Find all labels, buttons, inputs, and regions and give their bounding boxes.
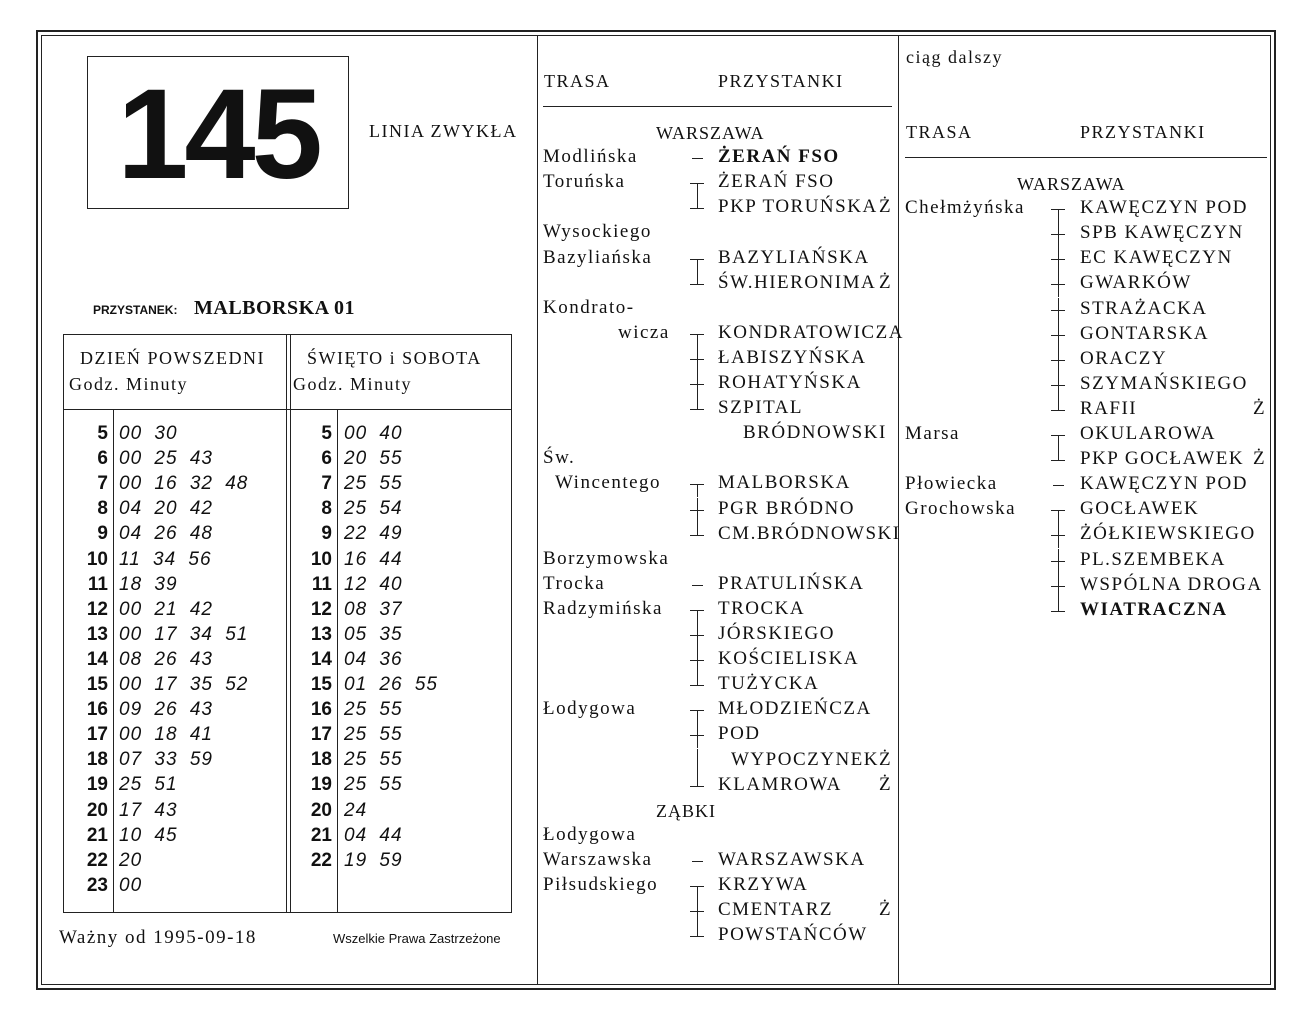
route-row xyxy=(905,222,1273,247)
timetable-divider-a xyxy=(286,334,287,913)
street-name: Grochowska xyxy=(905,498,1017,520)
route-connector xyxy=(688,397,708,422)
stop-name: STRAŻACKA xyxy=(1080,297,1208,319)
route-row xyxy=(905,398,1273,423)
route-row xyxy=(905,523,1273,548)
route-row xyxy=(543,749,899,774)
minutes-cell: 16 44 xyxy=(344,548,403,570)
minutes-cell: 24 xyxy=(344,799,368,821)
route-connector xyxy=(1049,448,1069,473)
hour-cell: 16 xyxy=(86,699,108,721)
stop-name: SZPITAL xyxy=(718,397,803,419)
timetable-header-rule xyxy=(63,409,512,410)
valid-from: Ważny od 1995-09-18 xyxy=(59,927,257,948)
route-connector xyxy=(1049,272,1069,297)
minutes-cell: 12 40 xyxy=(344,573,403,595)
route-row xyxy=(543,372,899,397)
route-connector xyxy=(1049,348,1069,373)
minutes-cell: 04 20 42 xyxy=(119,498,213,520)
route-row xyxy=(905,574,1273,599)
hour-cell: 15 xyxy=(310,674,332,695)
route-row xyxy=(543,447,899,472)
line-type: LINIA ZWYKŁA xyxy=(369,121,518,141)
hour-cell: 19 xyxy=(310,774,332,796)
route-row xyxy=(905,373,1273,398)
route-connector xyxy=(1049,373,1069,398)
minutes-cell: 04 36 xyxy=(344,648,403,670)
route-connector xyxy=(688,372,708,397)
route-connector xyxy=(1049,599,1069,624)
hour-cell: 22 xyxy=(86,849,108,871)
route-connector xyxy=(1049,574,1069,599)
minutes-cell: 04 26 48 xyxy=(119,523,213,545)
stop-name: KONDRATOWICZA xyxy=(718,321,904,343)
route-connector xyxy=(1049,473,1069,498)
hour-cell: 14 xyxy=(310,648,332,670)
route-row xyxy=(905,423,1273,448)
minutes-cell: 00 40 xyxy=(344,423,403,444)
route-connector xyxy=(688,924,708,949)
route1-header-rule xyxy=(543,106,892,107)
hour-cell: 10 xyxy=(86,548,108,570)
route2-stops-header: PRZYSTANKI xyxy=(1080,122,1206,142)
route-row xyxy=(543,924,899,949)
street-name: Radzymińska xyxy=(543,597,663,619)
minutes-cell: 19 59 xyxy=(344,849,403,871)
stop-name: WYPOCZYNEK xyxy=(731,748,879,770)
hour-cell: 15 xyxy=(86,674,108,695)
hour-cell: 6 xyxy=(321,448,332,470)
minutes-cell: 25 55 xyxy=(344,473,403,495)
minutes-cell: 20 xyxy=(119,849,143,871)
minutes-cell: 05 35 xyxy=(344,623,403,645)
stop-name: KRZYWA xyxy=(718,874,809,895)
route-row xyxy=(905,473,1273,498)
route-connector xyxy=(688,523,708,548)
route-connector xyxy=(1049,197,1069,222)
street-name: Warszawska xyxy=(543,848,653,870)
hour-cell: 5 xyxy=(321,423,332,444)
hour-cell: 20 xyxy=(310,799,332,821)
hour-cell: 19 xyxy=(86,774,108,796)
request-stop-mark: Ż xyxy=(879,196,893,218)
route-connector xyxy=(1049,549,1069,574)
request-stop-mark: Ż xyxy=(1253,448,1267,470)
route-connector xyxy=(688,146,708,171)
stop-label: PRZYSTANEK: xyxy=(93,303,178,317)
route-connector xyxy=(1049,247,1069,272)
minutes-cell: 25 55 xyxy=(344,749,403,771)
route2-header-rule xyxy=(905,157,1267,158)
stop-name: ŻÓŁKIEWSKIEGO xyxy=(1080,523,1256,545)
hour-cell: 8 xyxy=(321,498,332,520)
stop-name: WIATRACZNA xyxy=(1080,598,1228,620)
route2-trasa-header: TRASA xyxy=(906,122,973,142)
route-row xyxy=(543,899,899,924)
route-connector xyxy=(688,573,708,598)
route-row xyxy=(543,171,899,196)
street-name: Trocka xyxy=(543,572,606,594)
hour-cell: 13 xyxy=(310,623,332,645)
stop-name: TUŻYCKA xyxy=(718,673,820,695)
route-row xyxy=(543,849,899,874)
rights-notice: Wszelkie Prawa Zastrzeżone xyxy=(333,931,501,946)
street-name: Piłsudskiego xyxy=(543,874,659,895)
route-connector xyxy=(1049,298,1069,323)
route-row xyxy=(543,548,899,573)
stop-name: JÓRSKIEGO xyxy=(718,623,835,644)
stop-name: SZYMAŃSKIEGO xyxy=(1080,372,1248,394)
route-row xyxy=(543,321,904,347)
stop-name: POD xyxy=(718,723,761,745)
street-name: wicza xyxy=(618,321,670,343)
line-number-box xyxy=(87,56,349,209)
hour-cell: 5 xyxy=(97,423,108,444)
route-connector xyxy=(688,723,708,748)
stop-name: OKULAROWA xyxy=(1080,423,1216,444)
minutes-cell: 10 45 xyxy=(119,824,178,846)
stop-name: PKP TORUŃSKA xyxy=(718,196,878,218)
route-row xyxy=(543,196,899,221)
route-row xyxy=(543,347,899,372)
route-connector xyxy=(1049,498,1069,523)
stop-name: ŻERAŃ FSO xyxy=(718,171,835,193)
hour-cell: 10 xyxy=(310,548,332,570)
stop-name: MALBORSKA 01 xyxy=(194,297,356,319)
street-name: Płowiecka xyxy=(905,473,998,495)
stop-name: ORACZY xyxy=(1080,347,1168,369)
street-name: Bazyliańska xyxy=(543,246,653,268)
route-connector xyxy=(1049,222,1069,247)
route-row xyxy=(543,573,899,598)
stop-name: KLAMROWA xyxy=(718,773,842,795)
request-stop-mark: Ż xyxy=(879,271,893,293)
route-row xyxy=(543,698,899,723)
stop-name: TROCKA xyxy=(718,597,806,619)
hour-cell: 22 xyxy=(310,849,332,871)
stop-name: PKP GOCŁAWEK xyxy=(1080,448,1245,470)
route-row xyxy=(543,397,899,422)
route-row xyxy=(905,272,1273,297)
minutes-cell: 11 34 56 xyxy=(119,548,212,570)
hour-cell: 13 xyxy=(86,623,108,645)
minutes-cell: 09 26 43 xyxy=(119,699,213,721)
minutes-cell: 25 55 xyxy=(344,724,403,746)
minutes-cell: 00 16 32 48 xyxy=(119,473,249,495)
street-name: Modlińska xyxy=(543,146,638,168)
route-row xyxy=(905,549,1273,574)
request-stop-mark: Ż xyxy=(879,899,893,921)
route-connector xyxy=(1049,323,1069,348)
route-row xyxy=(543,498,899,523)
route-connector xyxy=(688,598,708,623)
timetable-divider-b xyxy=(290,334,291,913)
hour-cell: 18 xyxy=(310,749,332,771)
minutes-cell: 25 55 xyxy=(344,774,403,796)
hour-cell: 8 xyxy=(97,498,108,520)
stop-name: GOCŁAWEK xyxy=(1080,498,1200,520)
route-connector xyxy=(688,698,708,723)
route-connector xyxy=(688,774,708,799)
minutes-cell: 20 55 xyxy=(344,448,403,470)
hour-cell: 9 xyxy=(321,523,332,545)
route-connector xyxy=(688,749,708,774)
route-row xyxy=(905,298,1273,323)
route1-stops-header: PRZYSTANKI xyxy=(718,71,844,91)
stop-name: WARSZAWSKA xyxy=(718,848,866,870)
route-row xyxy=(905,599,1273,624)
stop-name: PGR BRÓDNO xyxy=(718,497,855,519)
route-row xyxy=(543,723,899,748)
route-row xyxy=(543,623,899,648)
route-row xyxy=(905,323,1273,348)
minutes-cell: 08 37 xyxy=(344,598,403,620)
hour-cell: 17 xyxy=(86,724,108,746)
route-connector xyxy=(1049,398,1069,423)
minutes-cell: 04 44 xyxy=(344,824,403,846)
stop-name: KAWĘCZYN POD xyxy=(1080,473,1248,495)
route-row xyxy=(543,874,899,899)
minutes-cell: 00 21 42 xyxy=(119,598,213,620)
minutes-cell: 00 25 43 xyxy=(119,448,213,470)
route-connector xyxy=(688,272,708,297)
street-name: Marsa xyxy=(905,423,960,444)
hour-cell: 23 xyxy=(86,874,108,896)
city-name: WARSZAWA xyxy=(1017,174,1126,194)
route-connector xyxy=(1049,423,1069,448)
hour-cell: 20 xyxy=(86,799,108,821)
hour-cell: 12 xyxy=(310,598,332,620)
route-row xyxy=(543,523,899,548)
holiday-hour-rule xyxy=(337,409,338,913)
hour-cell: 7 xyxy=(321,473,332,495)
stop-name: ROHATYŃSKA xyxy=(718,372,862,393)
hour-cell: 11 xyxy=(311,573,332,595)
divider-left xyxy=(537,35,538,985)
line-number: 145 xyxy=(117,62,319,206)
hour-cell: 14 xyxy=(86,648,108,670)
route-row xyxy=(543,472,899,497)
route1-trasa-header: TRASA xyxy=(544,71,611,91)
route-row xyxy=(543,673,899,698)
street-name: Łodygowa xyxy=(543,698,637,720)
route-row xyxy=(543,598,899,623)
route-connector xyxy=(688,247,708,272)
hour-cell: 7 xyxy=(97,473,108,495)
street-name: Kondrato- xyxy=(543,296,635,318)
route-row xyxy=(905,247,1273,272)
route-row xyxy=(543,422,899,447)
minutes-cell: 00 30 xyxy=(119,423,178,444)
street-name: Chełmżyńska xyxy=(905,197,1025,219)
request-stop-mark: Ż xyxy=(879,773,893,795)
minutes-cell: 17 43 xyxy=(119,799,178,821)
route-connector xyxy=(688,623,708,648)
stop-name: CMENTARZ xyxy=(718,899,833,921)
hour-cell: 12 xyxy=(86,598,108,620)
minutes-cell: 25 55 xyxy=(344,699,403,721)
route-connector xyxy=(688,648,708,673)
stop-name: PRATULIŃSKA xyxy=(718,572,865,594)
route-row xyxy=(905,348,1273,373)
stop-name: ŻERAŃ FSO xyxy=(718,146,840,168)
minutes-cell: 18 39 xyxy=(119,573,178,595)
hour-cell: 9 xyxy=(97,523,108,545)
street-name: Łodygowa xyxy=(543,823,637,845)
minutes-cell: 22 49 xyxy=(344,523,403,545)
stop-name: BAZYLIAŃSKA xyxy=(718,246,870,268)
street-name: Borzymowska xyxy=(543,547,670,569)
stop-name: MŁODZIEŃCZA xyxy=(718,698,872,720)
hour-cell: 21 xyxy=(310,824,332,846)
route-row xyxy=(543,272,899,297)
route-row xyxy=(543,648,899,673)
route-connector xyxy=(688,849,708,874)
street-name: Wysockiego xyxy=(543,221,652,243)
stop-name: MALBORSKA xyxy=(718,472,851,494)
hour-cell: 18 xyxy=(86,749,108,771)
route-row xyxy=(543,824,899,849)
weekday-col-header: Godz. Minuty xyxy=(69,374,188,394)
route-row xyxy=(905,448,1273,473)
holiday-col-header: Godz. Minuty xyxy=(293,374,412,394)
route-connector xyxy=(688,899,708,924)
route-connector xyxy=(688,673,708,698)
route-connector xyxy=(688,472,708,497)
weekday-hour-rule xyxy=(113,409,114,913)
route-row xyxy=(543,221,899,246)
weekday-title: DZIEŃ POWSZEDNI xyxy=(80,348,265,368)
stop-name: KAWĘCZYN POD xyxy=(1080,197,1248,219)
stop-name: PL.SZEMBEKA xyxy=(1080,548,1226,570)
route-row xyxy=(905,197,1273,222)
minutes-cell: 00 xyxy=(119,874,143,896)
stop-name: ŁABISZYŃSKA xyxy=(718,346,867,368)
route-row xyxy=(543,297,899,322)
minutes-cell: 00 17 34 51 xyxy=(119,623,249,645)
continued-label: ciąg dalszy xyxy=(906,47,1003,67)
stop-name: POWSTAŃCÓW xyxy=(718,924,868,946)
hour-cell: 17 xyxy=(310,724,332,746)
minutes-cell: 25 54 xyxy=(344,498,403,520)
street-name: Wincentego xyxy=(555,472,662,494)
stop-name: SPB KAWĘCZYN xyxy=(1080,222,1244,244)
minutes-cell: 00 18 41 xyxy=(119,724,213,746)
city-name: WARSZAWA xyxy=(656,123,765,143)
stop-name: RAFII xyxy=(1080,397,1138,419)
street-name: Św. xyxy=(543,447,576,469)
city-name: ZĄBKI xyxy=(656,800,716,821)
hour-cell: 11 xyxy=(87,573,108,595)
route-connector xyxy=(688,171,708,196)
route-row xyxy=(905,498,1273,523)
stop-name: WSPÓLNA DROGA xyxy=(1080,573,1263,595)
minutes-cell: 07 33 59 xyxy=(119,749,213,771)
route-row xyxy=(543,774,899,799)
route-row xyxy=(543,146,899,171)
route-connector xyxy=(688,322,708,347)
stop-name: GONTARSKA xyxy=(1080,322,1210,344)
stop-name: KOŚCIELISKA xyxy=(718,648,860,670)
route-connector xyxy=(688,874,708,899)
route-connector xyxy=(688,498,708,523)
route-row xyxy=(543,247,899,272)
hour-cell: 16 xyxy=(310,699,332,721)
minutes-cell: 01 26 55 xyxy=(344,674,438,695)
minutes-cell: 25 51 xyxy=(119,774,178,796)
stop-name: ŚW.HIERONIMA xyxy=(718,271,877,293)
route-connector xyxy=(1049,523,1069,548)
hour-cell: 6 xyxy=(97,448,108,470)
minutes-cell: 08 26 43 xyxy=(119,648,213,670)
route-connector xyxy=(688,196,708,221)
request-stop-mark: Ż xyxy=(879,748,893,770)
hour-cell: 21 xyxy=(86,824,108,846)
request-stop-mark: Ż xyxy=(1253,397,1267,419)
street-name: Toruńska xyxy=(543,171,626,193)
holiday-title: ŚWIĘTO i SOBOTA xyxy=(307,348,482,368)
stop-name: GWARKÓW xyxy=(1080,272,1192,294)
stop-name: BRÓDNOWSKI xyxy=(743,422,887,444)
stop-name: CM.BRÓDNOWSKI xyxy=(718,522,901,544)
minutes-cell: 00 17 35 52 xyxy=(119,674,249,695)
stop-name: EC KAWĘCZYN xyxy=(1080,247,1233,269)
route-connector xyxy=(688,347,708,372)
